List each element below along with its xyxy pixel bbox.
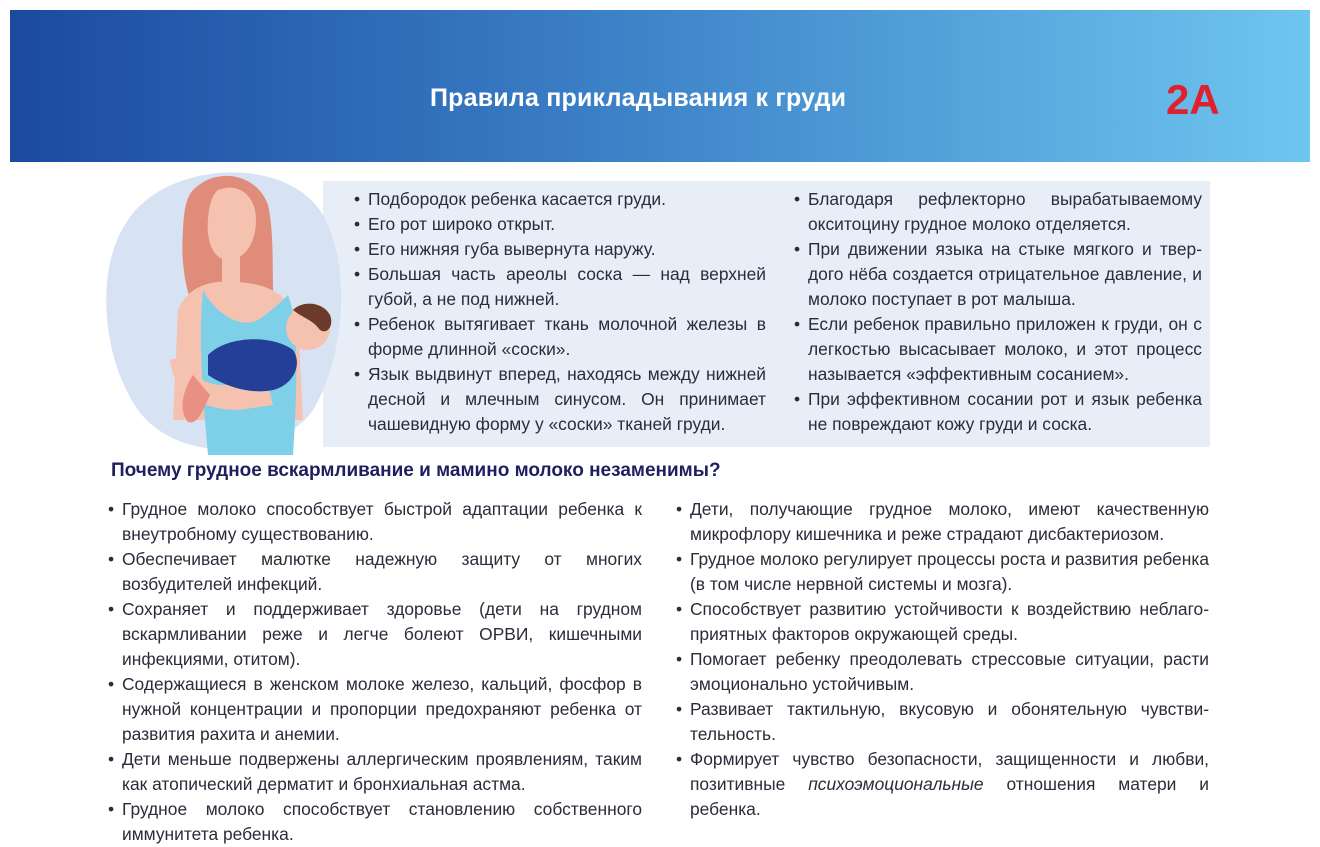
list-item: • Содержащиеся в женском молоке железо, кальций, фосфор в нужной концентрации и пропорции предохраняют ребенка от развития рахита и анемии. [108, 672, 642, 747]
list-item: • Развивает тактильную, вкусовую и обонятельную чувствительность. [676, 697, 1209, 747]
benefits-right-list [676, 497, 1209, 822]
list-item-emphasis: психоэмоциональные [808, 774, 984, 794]
list-item-text: отношения матери и ребенка. [690, 774, 1210, 819]
list-item: • Если ребенок правильно приложен к груди, он с легкостью высасывает молоко, и этот процесс называется «эффективным сосанием». [794, 312, 1202, 387]
section-code: 2А [1166, 76, 1220, 123]
benefits-left-list [108, 497, 642, 847]
list-item: • Подбородок ребенка касается груди. [354, 187, 766, 212]
list-item: • Дети, получающие грудное молоко, имеют качественную микрофлору кишечника и реже страдают дисбактериозом. [676, 497, 1209, 547]
section-heading: Почему грудное вскармливание и мамино молоко незаменимы? [111, 460, 721, 481]
list-item: • Сохраняет и поддерживает здоровье (дети на грудном вскармливании реже и легче болеют ОРВИ, кишечными инфекциями, отитом). [108, 597, 642, 672]
list-item: • Грудное молоко способствует становлению собственного иммунитета ребенка. [108, 797, 642, 847]
list-item: • Его рот широко открыт. [354, 212, 766, 237]
list-item: • Ребенок вытягивает ткань молочной железы в форме длинной «соски». [354, 312, 766, 362]
list-item [676, 747, 1209, 822]
list-item: • Обеспечивает малютке надежную защиту от многих возбудителей инфекций. [108, 547, 642, 597]
list-item: • При эффективном сосании рот и язык ребенка не повреждают кожу груди и соска. [794, 387, 1202, 437]
list-item: • Его нижняя губа вывернута наружу. [354, 237, 766, 262]
page-title: Правила прикладывания к груди [430, 84, 847, 112]
list-item: • Большая часть ареолы соска — над верхней губой, а не под нижней. [354, 262, 766, 312]
list-item: • Язык выдвинут вперед, находясь между нижней десной и млечным синусом. Он принимает чашевидную форму у «соски» тканей груди. [354, 362, 766, 437]
list-item: • Грудное молоко регулирует процессы роста и развития ребенка (в том числе нервной системы и мозга). [676, 547, 1209, 597]
list-item: • При движении языка на стыке мягкого и твердого нёба создается отрицательное давление, и молоко поступает в рот малыша. [794, 237, 1202, 312]
list-item: • Дети меньше подвержены аллергическим проявлениям, таким как атопический дерматит и бронхиальная астма. [108, 747, 642, 797]
neck [222, 255, 240, 285]
sucking-mechanism-list [794, 187, 1202, 437]
list-item: • Помогает ребенку преодолевать стрессовые ситуации, расти эмоционально устойчивым. [676, 647, 1209, 697]
mother-breastfeeding-illustration [98, 160, 348, 460]
attachment-signs-list [354, 187, 766, 437]
list-item-text: Формирует чувство безопасности, защищенности и любви, позитивные [690, 749, 1209, 794]
list-item: • Благодаря рефлекторно вырабатываемому окситоцину грудное молоко отделяется. [794, 187, 1202, 237]
list-item: • Грудное молоко способствует быстрой адаптации ребенка к внеутробному существованию. [108, 497, 642, 547]
list-item: • Способствует развитию устойчивости к воздействию неблагоприятных факторов окружающей среды. [676, 597, 1209, 647]
